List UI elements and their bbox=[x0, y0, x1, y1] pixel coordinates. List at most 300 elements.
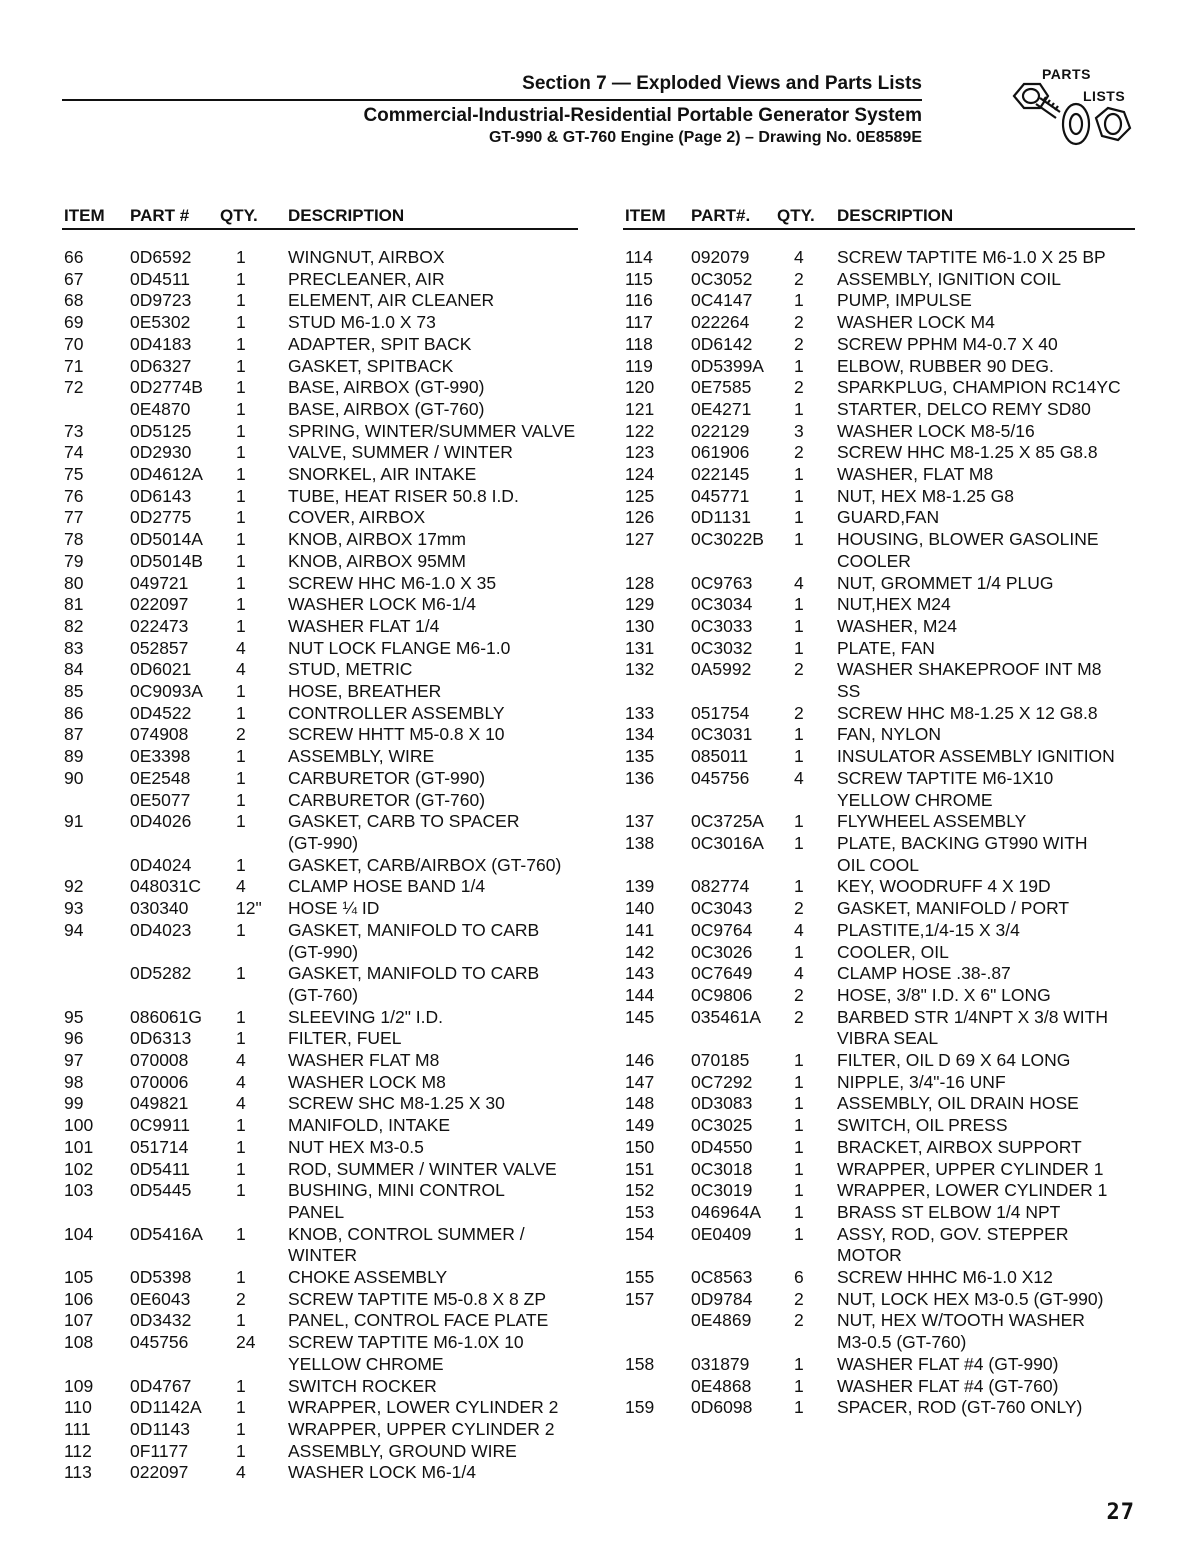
part-number: 070185 bbox=[691, 1050, 750, 1071]
description: BARBED STR 1/4NPT X 3/8 WITH VIBRA SEAL bbox=[837, 1006, 1108, 1049]
table-row bbox=[623, 659, 1135, 702]
item-number: 137 bbox=[625, 811, 655, 832]
table-row bbox=[623, 1224, 1135, 1267]
quantity: 4 bbox=[236, 1071, 246, 1092]
description: SLEEVING 1/2" I.D. bbox=[288, 1006, 444, 1027]
item-number: 118 bbox=[625, 333, 653, 354]
item-number: 91 bbox=[64, 811, 84, 832]
item-number: 148 bbox=[625, 1093, 655, 1114]
quantity: 1 bbox=[794, 811, 804, 832]
drawing-reference: GT-990 & GT-760 Engine (Page 2) – Drawing No. 0E8589E bbox=[488, 129, 922, 146]
description: GASKET, MANIFOLD TO CARB (GT-760) bbox=[288, 963, 540, 1005]
item-number: 115 bbox=[625, 268, 653, 289]
item-number: 127 bbox=[625, 529, 655, 550]
part-number: 0D2774B bbox=[130, 377, 203, 398]
table-row bbox=[62, 1310, 578, 1332]
table-row bbox=[62, 768, 578, 790]
quantity: 1 bbox=[236, 615, 246, 636]
table-row bbox=[623, 985, 1135, 1007]
quantity: 1 bbox=[236, 854, 246, 875]
part-number: 0C3025 bbox=[691, 1115, 753, 1136]
description: VALVE, SUMMER / WINTER bbox=[288, 442, 513, 463]
item-number: 112 bbox=[64, 1440, 92, 1461]
table-row bbox=[62, 529, 578, 551]
item-number: 81 bbox=[64, 594, 84, 615]
description: FLYWHEEL ASSEMBLY bbox=[837, 811, 1027, 832]
description: WASHER, M24 bbox=[837, 615, 957, 636]
table-row bbox=[62, 703, 578, 725]
quantity: 1 bbox=[236, 767, 246, 788]
item-number: 149 bbox=[625, 1115, 655, 1136]
description: CARBURETOR (GT-990) bbox=[288, 767, 486, 788]
description: CARBURETOR (GT-760) bbox=[288, 789, 486, 810]
quantity: 2 bbox=[794, 1006, 804, 1027]
quantity: 1 bbox=[794, 398, 804, 419]
description: TUBE, HEAT RISER 50.8 I.D. bbox=[288, 485, 519, 506]
table-row bbox=[62, 920, 578, 963]
quantity: 24 bbox=[236, 1332, 256, 1353]
part-number: 0D5411 bbox=[130, 1158, 191, 1179]
quantity: 1 bbox=[794, 1397, 804, 1418]
part-number: 0D2930 bbox=[130, 442, 192, 463]
table-row bbox=[623, 1267, 1135, 1289]
page-number: 27 bbox=[1106, 1500, 1135, 1525]
table-row bbox=[623, 1397, 1135, 1419]
item-number: 131 bbox=[625, 637, 655, 658]
item-number: 72 bbox=[64, 377, 84, 398]
description: NUT LOCK FLANGE M6-1.0 bbox=[288, 637, 511, 658]
item-number: 78 bbox=[64, 529, 84, 550]
item-number: 110 bbox=[64, 1397, 92, 1418]
description: WRAPPER, LOWER CYLINDER 2 bbox=[288, 1397, 559, 1418]
item-number: 155 bbox=[625, 1267, 655, 1288]
part-number: 0D4522 bbox=[130, 702, 192, 723]
header-qty: QTY. bbox=[777, 206, 815, 225]
table-row bbox=[62, 1007, 578, 1029]
quantity: 1 bbox=[236, 290, 246, 311]
description: BRASS ST ELBOW 1/4 NPT bbox=[837, 1201, 1061, 1222]
table-row bbox=[62, 1462, 578, 1484]
description: KNOB, CONTROL SUMMER / WINTER bbox=[288, 1223, 525, 1266]
quantity: 2 bbox=[794, 442, 804, 463]
quantity: 1 bbox=[236, 268, 246, 289]
part-number: 046964A bbox=[691, 1201, 762, 1222]
part-number: 045756 bbox=[130, 1332, 189, 1353]
table-row bbox=[62, 247, 578, 269]
part-number: 0E0409 bbox=[691, 1223, 752, 1244]
quantity: 1 bbox=[236, 789, 246, 810]
quantity: 1 bbox=[236, 963, 246, 984]
quantity: 1 bbox=[236, 1028, 246, 1049]
item-number: 125 bbox=[625, 485, 655, 506]
description: SWITCH ROCKER bbox=[288, 1375, 437, 1396]
quantity: 1 bbox=[236, 1223, 246, 1244]
item-number: 119 bbox=[625, 355, 653, 376]
description: ASSEMBLY, WIRE bbox=[288, 746, 435, 767]
description: SCREW TAPTITE M6-1.0X 10 YELLOW CHROME bbox=[288, 1332, 524, 1374]
description: WRAPPER, UPPER CYLINDER 1 bbox=[837, 1158, 1104, 1179]
quantity: 1 bbox=[794, 485, 804, 506]
part-number: 0E3398 bbox=[130, 746, 191, 767]
item-number: 117 bbox=[625, 312, 653, 333]
description: ASSEMBLY, IGNITION COIL bbox=[837, 268, 1061, 289]
item-number: 158 bbox=[625, 1353, 655, 1374]
parts-table-right bbox=[623, 200, 1135, 1418]
description: KEY, WOODRUFF 4 X 19D bbox=[837, 876, 1051, 897]
quantity: 4 bbox=[236, 1050, 246, 1071]
quantity: 2 bbox=[794, 659, 804, 680]
quantity: 1 bbox=[794, 1071, 804, 1092]
description: SCREW TAPTITE M6-1X10 YELLOW CHROME bbox=[837, 767, 1054, 810]
description: SCREW HHTT M5-0.8 X 10 bbox=[288, 724, 505, 745]
description: COVER, AIRBOX bbox=[288, 507, 426, 528]
description: SCREW TAPTITE M6-1.0 X 25 BP bbox=[837, 247, 1106, 267]
part-number: 0C3031 bbox=[691, 724, 753, 745]
table-row bbox=[62, 464, 578, 486]
quantity: 1 bbox=[236, 1397, 246, 1418]
item-number: 98 bbox=[64, 1071, 84, 1092]
header-description: DESCRIPTION bbox=[288, 206, 405, 225]
table-row bbox=[62, 573, 578, 595]
item-number: 94 bbox=[64, 919, 84, 940]
item-number: 157 bbox=[625, 1288, 655, 1309]
quantity: 1 bbox=[236, 811, 246, 832]
item-number: 93 bbox=[64, 898, 84, 919]
description: SCREW HHHC M6-1.0 X12 bbox=[837, 1267, 1053, 1288]
table-row bbox=[62, 876, 578, 898]
part-number: 0E7585 bbox=[691, 377, 752, 398]
description: WASHER LOCK M8-5/16 bbox=[837, 420, 1035, 441]
item-number: 134 bbox=[625, 724, 655, 745]
part-number: 0D4511 bbox=[130, 268, 191, 289]
item-number: 71 bbox=[64, 355, 84, 376]
part-number: 0C3026 bbox=[691, 941, 753, 962]
table-row bbox=[62, 790, 578, 812]
part-number: 022097 bbox=[130, 594, 189, 615]
part-number: 0D4183 bbox=[130, 333, 192, 354]
quantity: 1 bbox=[236, 507, 246, 528]
part-number: 0C9911 bbox=[130, 1115, 191, 1136]
part-number: 0D5282 bbox=[130, 963, 192, 984]
item-number: 144 bbox=[625, 984, 655, 1005]
description: WINGNUT, AIRBOX bbox=[288, 247, 445, 267]
description: MANIFOLD, INTAKE bbox=[288, 1115, 451, 1136]
part-number: 0D5014A bbox=[130, 529, 203, 550]
description: CHOKE ASSEMBLY bbox=[288, 1267, 448, 1288]
logo-text-lists: LISTS bbox=[1083, 88, 1126, 104]
quantity: 2 bbox=[794, 1310, 804, 1331]
quantity: 1 bbox=[794, 1136, 804, 1157]
description: GASKET, CARB TO SPACER (GT-990) bbox=[288, 811, 520, 853]
table-row bbox=[623, 594, 1135, 616]
table-row bbox=[623, 442, 1135, 464]
part-number: 0D6592 bbox=[130, 247, 192, 267]
item-number: 87 bbox=[64, 724, 84, 745]
part-number: 0D5398 bbox=[130, 1267, 192, 1288]
item-number: 104 bbox=[64, 1223, 94, 1244]
item-number: 153 bbox=[625, 1201, 655, 1222]
part-number: 022097 bbox=[130, 1462, 189, 1483]
header-rule bbox=[62, 99, 922, 101]
quantity: 1 bbox=[794, 832, 804, 853]
quantity: 1 bbox=[794, 290, 804, 311]
description: KNOB, AIRBOX 95MM bbox=[288, 550, 466, 571]
quantity: 1 bbox=[236, 333, 246, 354]
item-number: 152 bbox=[625, 1180, 655, 1201]
item-number: 74 bbox=[64, 442, 84, 463]
quantity: 1 bbox=[794, 594, 804, 615]
table-row bbox=[62, 1419, 578, 1441]
part-number: 0C3032 bbox=[691, 637, 753, 658]
description: PLATE, FAN bbox=[837, 637, 935, 658]
table-row bbox=[623, 616, 1135, 638]
description: WASHER LOCK M4 bbox=[837, 312, 995, 333]
quantity: 2 bbox=[236, 1288, 246, 1309]
description: GASKET, MANIFOLD / PORT bbox=[837, 898, 1070, 919]
table-row bbox=[623, 1354, 1135, 1376]
quantity: 2 bbox=[794, 1288, 804, 1309]
description: SNORKEL, AIR INTAKE bbox=[288, 464, 477, 485]
item-number: 120 bbox=[625, 377, 655, 398]
description: HOSE ¼ ID bbox=[288, 898, 380, 919]
table-row bbox=[62, 1376, 578, 1398]
table-row bbox=[62, 269, 578, 291]
description: SCREW HHC M8-1.25 X 12 G8.8 bbox=[837, 702, 1098, 723]
table-row bbox=[62, 1137, 578, 1159]
table-row bbox=[62, 659, 578, 681]
part-number: 0D4612A bbox=[130, 464, 203, 485]
part-number: 0D5014B bbox=[130, 550, 203, 571]
item-number: 146 bbox=[625, 1050, 655, 1071]
item-number: 138 bbox=[625, 832, 655, 853]
quantity: 2 bbox=[794, 702, 804, 723]
part-number: 0D4026 bbox=[130, 811, 192, 832]
item-number: 73 bbox=[64, 420, 84, 441]
quantity: 2 bbox=[794, 898, 804, 919]
quantity: 1 bbox=[794, 355, 804, 376]
description: BASE, AIRBOX (GT-990) bbox=[288, 377, 485, 398]
part-number: 092079 bbox=[691, 247, 750, 267]
table-row bbox=[623, 290, 1135, 312]
description: WASHER LOCK M6-1/4 bbox=[288, 594, 477, 615]
quantity: 1 bbox=[236, 572, 246, 593]
item-number: 116 bbox=[625, 290, 653, 311]
item-number: 141 bbox=[625, 919, 655, 940]
table-row bbox=[62, 616, 578, 638]
part-number: 0E4868 bbox=[691, 1375, 752, 1396]
part-number: 052857 bbox=[130, 637, 189, 658]
part-number: 0E2548 bbox=[130, 767, 191, 788]
item-number: 109 bbox=[64, 1375, 94, 1396]
part-number: 0F1177 bbox=[130, 1440, 189, 1461]
part-number: 0D4550 bbox=[691, 1136, 753, 1157]
quantity: 6 bbox=[794, 1267, 804, 1288]
part-number: 0D9784 bbox=[691, 1288, 753, 1309]
description: CONTROLLER ASSEMBLY bbox=[288, 702, 505, 723]
quantity: 1 bbox=[794, 724, 804, 745]
table-row bbox=[623, 1376, 1135, 1398]
table-row bbox=[62, 746, 578, 768]
table-row bbox=[623, 573, 1135, 595]
quantity: 4 bbox=[236, 1462, 246, 1483]
quantity: 1 bbox=[236, 1180, 246, 1201]
description: BUSHING, MINI CONTROL PANEL bbox=[288, 1180, 505, 1222]
table-row bbox=[623, 811, 1135, 833]
part-number: 0C9093A bbox=[130, 681, 203, 702]
quantity: 1 bbox=[794, 1093, 804, 1114]
table-row bbox=[623, 1310, 1135, 1353]
item-number: 106 bbox=[64, 1288, 94, 1309]
quantity: 1 bbox=[794, 941, 804, 962]
item-number: 128 bbox=[625, 572, 655, 593]
table-row bbox=[623, 464, 1135, 486]
quantity: 2 bbox=[794, 333, 804, 354]
part-number: 0D2775 bbox=[130, 507, 192, 528]
item-number: 142 bbox=[625, 941, 655, 962]
description: STUD, METRIC bbox=[288, 659, 413, 680]
table-row bbox=[623, 876, 1135, 898]
header-item: ITEM bbox=[625, 206, 666, 225]
item-number: 108 bbox=[64, 1332, 94, 1353]
item-number: 97 bbox=[64, 1050, 84, 1071]
table-row bbox=[623, 247, 1135, 269]
quantity: 1 bbox=[236, 702, 246, 723]
table-body bbox=[62, 247, 578, 1484]
item-number: 154 bbox=[625, 1223, 655, 1244]
description: NUT, HEX W/TOOTH WASHER M3-0.5 (GT-760) bbox=[837, 1310, 1085, 1353]
table-header bbox=[623, 200, 1135, 230]
quantity: 1 bbox=[794, 1158, 804, 1179]
part-number: 0E5077 bbox=[130, 789, 191, 810]
part-number: 0C3052 bbox=[691, 268, 753, 289]
item-number: 103 bbox=[64, 1180, 94, 1201]
table-row bbox=[62, 290, 578, 312]
part-number: 070006 bbox=[130, 1071, 189, 1092]
description: CLAMP HOSE .38-.87 bbox=[837, 963, 1011, 984]
part-number: 0D6021 bbox=[130, 659, 192, 680]
part-number: 049721 bbox=[130, 572, 189, 593]
header-item: ITEM bbox=[64, 206, 105, 225]
quantity: 4 bbox=[794, 963, 804, 984]
description: GUARD,FAN bbox=[837, 507, 940, 528]
part-number: 0D6327 bbox=[130, 355, 192, 376]
item-number: 143 bbox=[625, 963, 655, 984]
quantity: 1 bbox=[236, 377, 246, 398]
table-row bbox=[623, 421, 1135, 443]
quantity: 1 bbox=[236, 681, 246, 702]
item-number: 111 bbox=[64, 1418, 91, 1439]
description: ASSEMBLY, GROUND WIRE bbox=[288, 1440, 517, 1461]
part-number: 0C7649 bbox=[691, 963, 753, 984]
item-number: 86 bbox=[64, 702, 84, 723]
description: SPACER, ROD (GT-760 ONLY) bbox=[837, 1397, 1083, 1418]
description: NUT, GROMMET 1/4 PLUG bbox=[837, 572, 1054, 593]
table-row bbox=[623, 529, 1135, 572]
item-number: 100 bbox=[64, 1115, 94, 1136]
part-number: 0D5445 bbox=[130, 1180, 192, 1201]
table-row bbox=[623, 1093, 1135, 1115]
table-row bbox=[623, 1180, 1135, 1202]
part-number: 085011 bbox=[691, 746, 749, 767]
quantity: 1 bbox=[794, 529, 804, 550]
table-row bbox=[62, 1441, 578, 1463]
item-number: 113 bbox=[64, 1462, 92, 1483]
item-number: 122 bbox=[625, 420, 655, 441]
quantity: 4 bbox=[236, 637, 246, 658]
description: NUT, HEX M8-1.25 G8 bbox=[837, 485, 1014, 506]
table-row bbox=[623, 269, 1135, 291]
part-number: 0E4271 bbox=[691, 398, 752, 419]
table-row bbox=[623, 1007, 1135, 1050]
table-row bbox=[623, 1115, 1135, 1137]
description: FILTER, FUEL bbox=[288, 1028, 402, 1049]
description: NUT, LOCK HEX M3-0.5 (GT-990) bbox=[837, 1288, 1104, 1309]
header-qty: QTY. bbox=[220, 206, 258, 225]
part-number: 0C9763 bbox=[691, 572, 753, 593]
description: STUD M6-1.0 X 73 bbox=[288, 312, 436, 333]
quantity: 1 bbox=[236, 529, 246, 550]
quantity: 2 bbox=[236, 724, 246, 745]
description: ASSY, ROD, GOV. STEPPER MOTOR bbox=[837, 1223, 1069, 1266]
item-number: 77 bbox=[64, 507, 84, 528]
description: KNOB, AIRBOX 17mm bbox=[288, 529, 466, 550]
quantity: 1 bbox=[236, 398, 246, 419]
quantity: 2 bbox=[794, 984, 804, 1005]
item-number: 99 bbox=[64, 1093, 84, 1114]
table-row bbox=[62, 551, 578, 573]
item-number: 102 bbox=[64, 1158, 94, 1179]
quantity: 4 bbox=[794, 919, 804, 940]
part-number: 0C3018 bbox=[691, 1158, 753, 1179]
description: FAN, NYLON bbox=[837, 724, 942, 745]
quantity: 1 bbox=[794, 1223, 804, 1244]
part-number: 0D3432 bbox=[130, 1310, 192, 1331]
table-row bbox=[623, 399, 1135, 421]
item-number: 70 bbox=[64, 333, 84, 354]
item-number: 126 bbox=[625, 507, 655, 528]
quantity: 2 bbox=[794, 312, 804, 333]
table-row bbox=[62, 1050, 578, 1072]
part-number: 045756 bbox=[691, 767, 750, 788]
description: HOSE, BREATHER bbox=[288, 681, 442, 702]
table-header bbox=[62, 200, 578, 230]
item-number: 69 bbox=[64, 312, 84, 333]
description: WRAPPER, UPPER CYLINDER 2 bbox=[288, 1418, 555, 1439]
part-number: 0C8563 bbox=[691, 1267, 753, 1288]
quantity: 1 bbox=[236, 420, 246, 441]
quantity: 1 bbox=[236, 919, 246, 940]
description: GASKET, CARB/AIRBOX (GT-760) bbox=[288, 854, 562, 875]
table-row bbox=[62, 1028, 578, 1050]
quantity: 4 bbox=[236, 1093, 246, 1114]
part-number: 051754 bbox=[691, 702, 750, 723]
part-number: 0D3083 bbox=[691, 1093, 753, 1114]
description: WASHER FLAT #4 (GT-760) bbox=[837, 1375, 1059, 1396]
item-number: 140 bbox=[625, 898, 655, 919]
quantity: 1 bbox=[236, 550, 246, 571]
item-number: 79 bbox=[64, 550, 84, 571]
table-row bbox=[62, 811, 578, 854]
part-number: 070008 bbox=[130, 1050, 189, 1071]
table-row bbox=[623, 746, 1135, 768]
description: WASHER SHAKEPROOF INT M8 SS bbox=[837, 659, 1102, 702]
description: SCREW HHC M8-1.25 X 85 G8.8 bbox=[837, 442, 1098, 463]
part-number: 022145 bbox=[691, 464, 750, 485]
description: GASKET, SPITBACK bbox=[288, 355, 454, 376]
table-row bbox=[623, 486, 1135, 508]
quantity: 1 bbox=[794, 876, 804, 897]
quantity: 1 bbox=[236, 1136, 246, 1157]
